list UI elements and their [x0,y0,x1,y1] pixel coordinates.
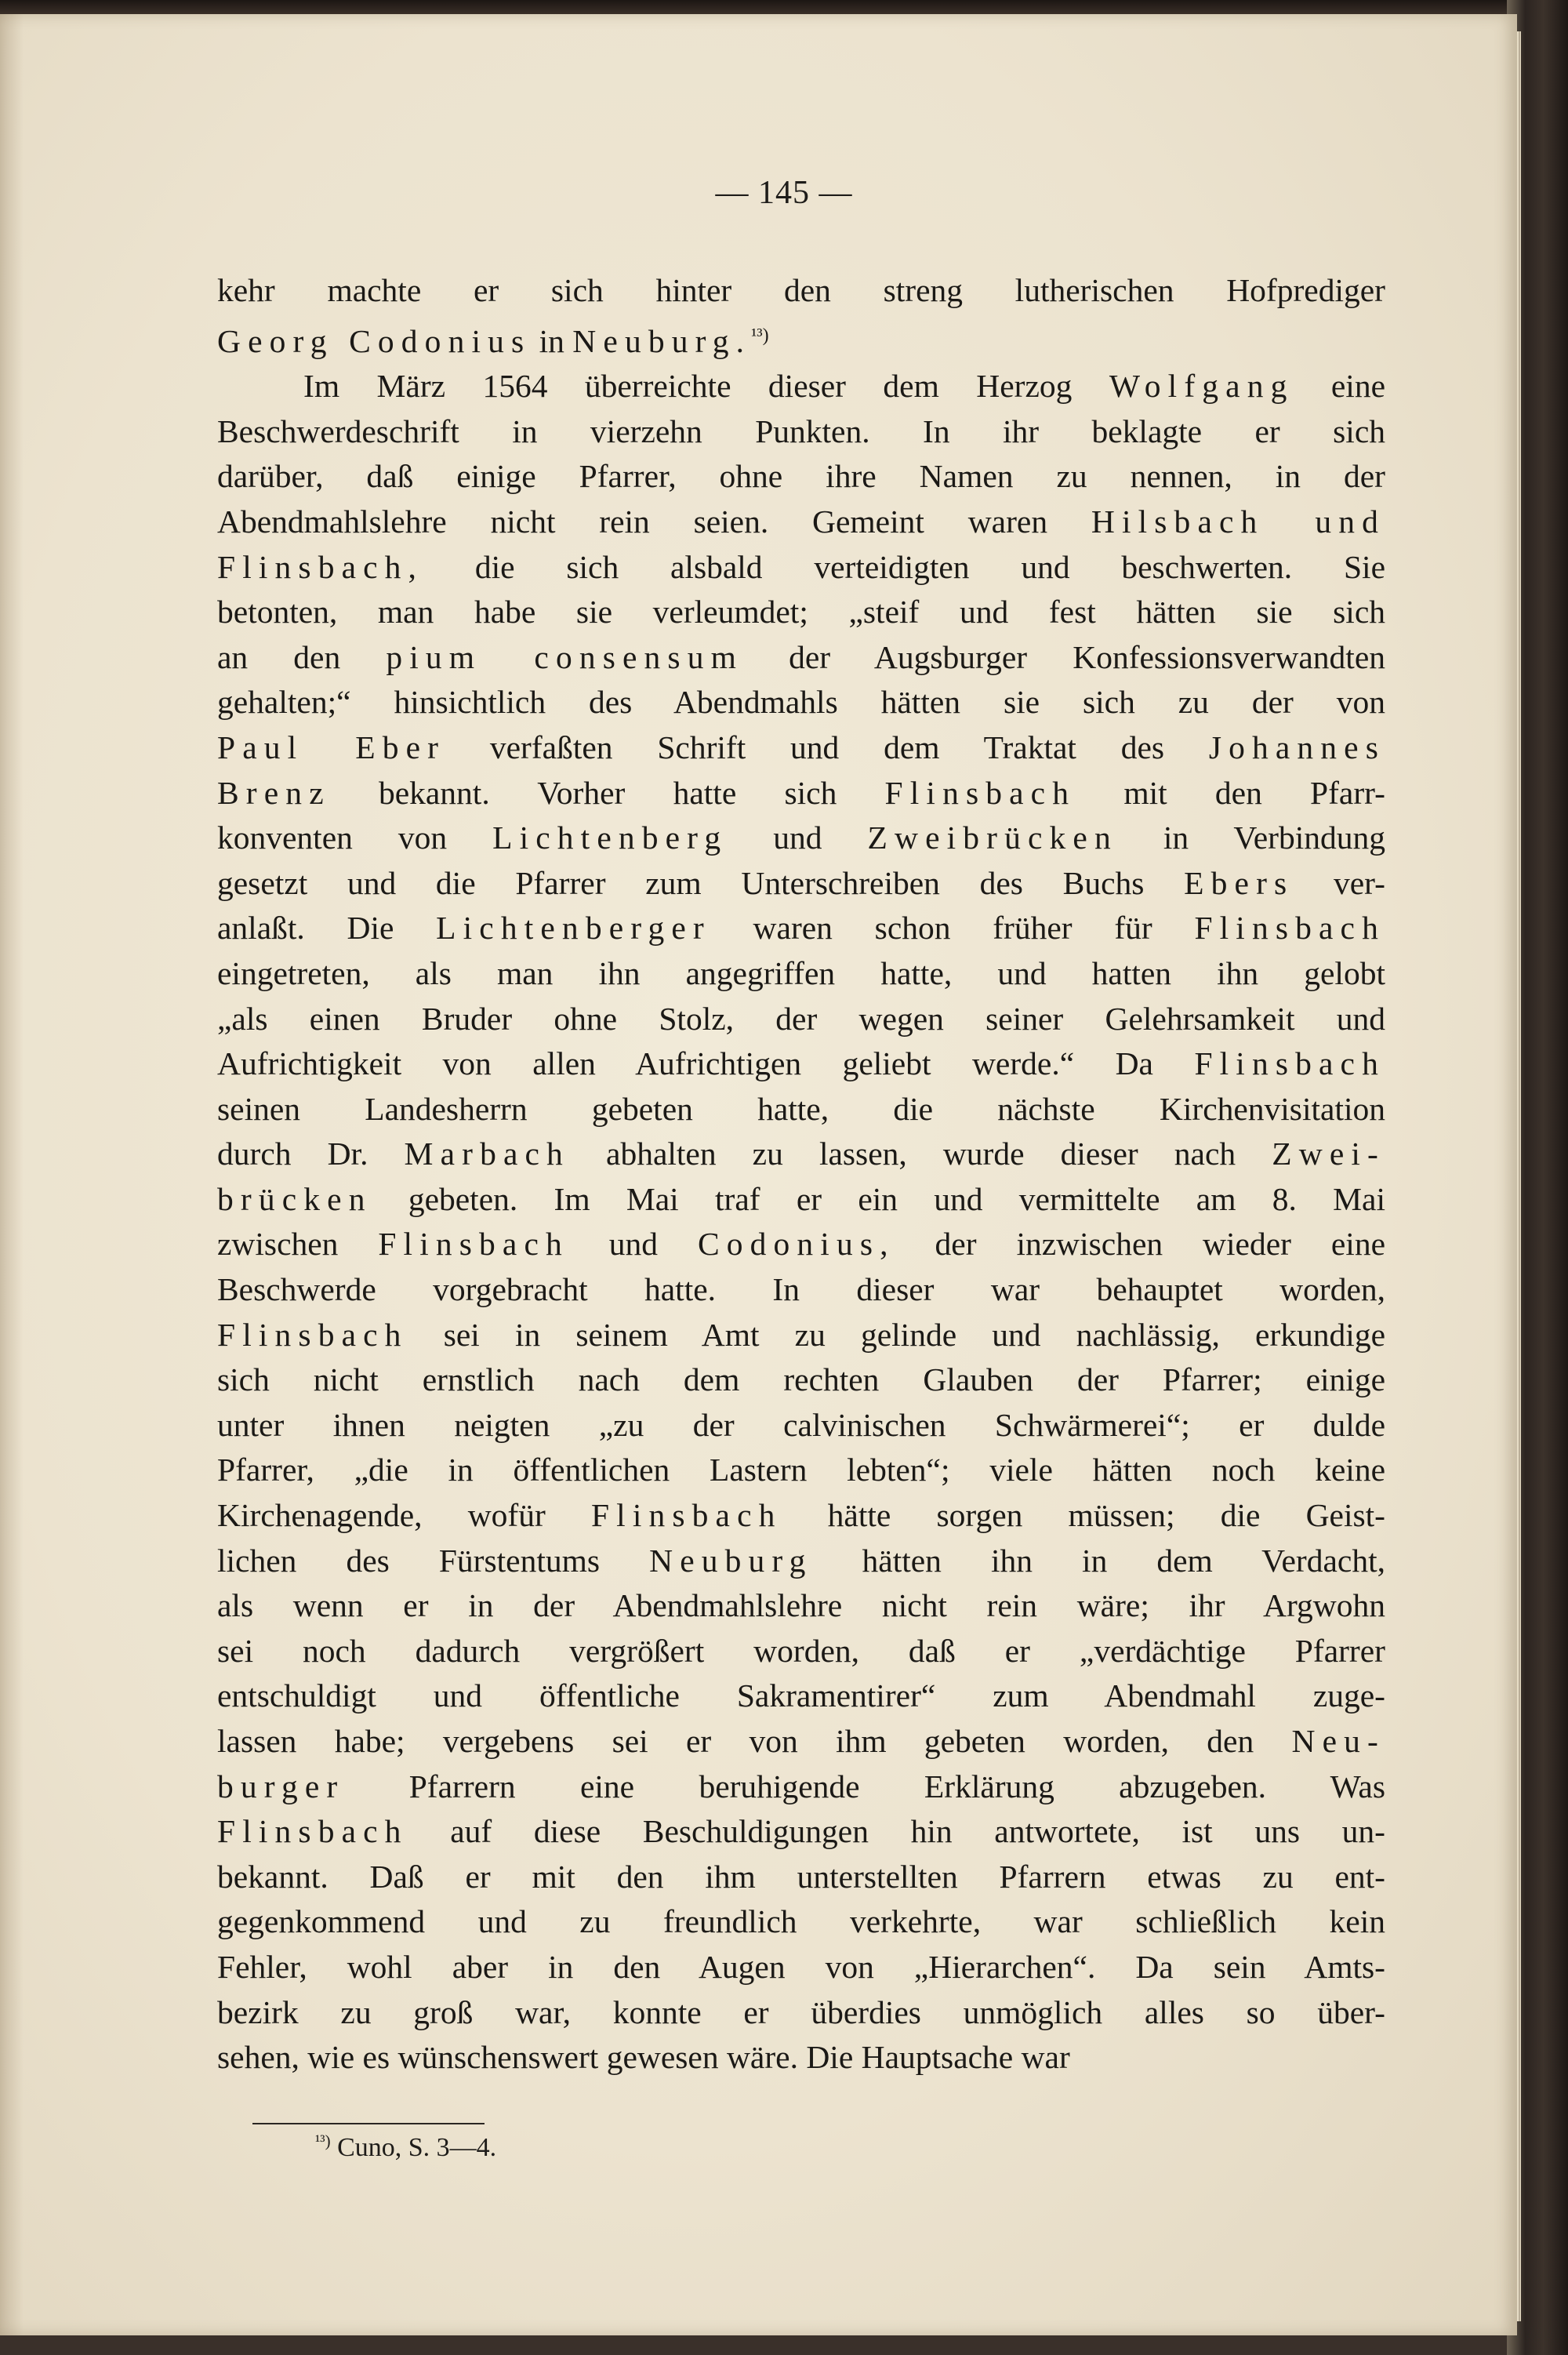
text-segment: hätte sorgen müssen; die Geist- [782,1497,1385,1534]
text-line [217,1539,1385,1584]
spaced-name: Codonius, [697,1226,895,1263]
text-segment: sei in seinem Amt zu gelinde und nachlässig, erkundige [408,1316,1385,1353]
text-segment: der inzwischen wieder eine [895,1226,1385,1263]
text-segment: kehr machte er sich hinter den streng lutherischen Hofprediger [217,272,1385,308]
text-line [217,1809,1385,1855]
text-segment: gehalten;“ hinsichtlich des Abendmahls hätten sie sich zu der von [217,684,1385,721]
text-line [217,1945,1385,1990]
text-line [217,1719,1385,1764]
spaced-name: Lichtenberger [436,910,711,947]
text-segment: Abendmahlslehre nicht rein seien. Gemeint waren [217,503,1091,540]
text-segment: lichen des Fürstentums [217,1542,650,1579]
text-line [217,680,1385,725]
text-line [217,364,1385,409]
spaced-name: pium consensum [386,638,743,675]
text-segment: bekannt. Daß er mit den ihm unterstellten Pfarrern etwas zu ent- [217,1858,1385,1895]
footnote-rule [252,2123,485,2124]
text-segment: abhalten zu lassen, wurde dieser nach [569,1136,1272,1172]
spaced-name: Neu- [1291,1723,1385,1759]
text-line [217,590,1385,635]
text-segment: waren schon früher für [710,910,1195,947]
text-segment: Aufrichtigkeit von allen Aufrichtigen geliebt werde.“ Da [217,1045,1195,1082]
text-segment: gebeten. Im Mai traf er ein und vermittelte am 8. Mai [372,1180,1385,1217]
spaced-name: Wolfgang [1109,368,1294,405]
text-line [217,1177,1385,1223]
text-segment: ver- [1294,864,1385,901]
text-line [217,500,1385,545]
text-segment: „als einen Bruder ohne Stolz, der wegen seiner Gelehrsamkeit und [217,1000,1385,1037]
text-segment: verfaßten Schrift und dem Traktat des [445,729,1209,765]
text-segment: Fehler, wohl aber in den Augen von „Hierarchen“. Da sein Amts- [217,1948,1385,1985]
text-line [217,1448,1385,1493]
text-segment: Kirchenagende, wofür [217,1497,591,1534]
text-segment: als wenn er in der Abendmahlslehre nicht rein wäre; ihr Argwohn [217,1587,1385,1624]
spaced-name: Neuburg. [572,322,752,359]
text-line [217,725,1385,771]
spaced-name: Neuburg [649,1542,813,1579]
text-segment: Im März 1564 überreichte dieser dem Herzog [303,368,1109,405]
text-segment: und [568,1226,698,1263]
text-line [217,1764,1385,1810]
text-segment: die sich alsbald verteidigten und beschwerten. Sie [423,548,1385,585]
text-line [217,1357,1385,1403]
text-line [217,454,1385,500]
spaced-name: Zweibrücken [867,820,1118,856]
text-line [217,1087,1385,1132]
spaced-name: Flinsbach [217,1813,408,1850]
text-segment: bekannt. Vorher hatte sich [330,774,885,811]
text-segment: und [728,820,868,856]
spaced-name: Lichtenberg [492,820,728,856]
text-line [217,816,1385,861]
text-line [217,2035,1385,2081]
spaced-name: Flinsbach [1194,910,1385,947]
text-segment: bezirk zu groß war, konnte er überdies unmöglich alles so über- [217,1993,1385,2030]
text-line [217,951,1385,997]
text-line [217,1990,1385,2036]
text-segment: anlaßt. Die [217,910,437,947]
footnote-reference: ¹³) [751,325,769,346]
text-line [217,1629,1385,1674]
text-line [217,1267,1385,1313]
text-line [217,409,1385,455]
spaced-name: Flinsbach [217,1316,408,1353]
text-segment: sich nicht ernstlich nach dem rechten Glauben der Pfarrer; einige [217,1361,1385,1398]
text-line [217,1583,1385,1629]
spaced-name: burger [217,1768,345,1804]
text-line [217,997,1385,1042]
text-segment: entschuldigt und öffentliche Sakramentirer“ zum Abendmahl zuge- [217,1677,1385,1714]
footnote [315,2131,496,2163]
text-segment: Pfarrer, „die in öffentlichen Lastern lebten“; viele hätten noch keine [217,1452,1385,1488]
text-segment: gesetzt und die Pfarrer zum Unterschreiben des Buchs [217,864,1185,901]
spaced-name: Paul Eber [217,729,446,765]
text-line [217,771,1385,816]
spaced-name: Flinsbach [884,774,1076,811]
text-segment: an den [217,638,387,675]
text-segment: mit den Pfarr- [1076,774,1385,811]
text-line [217,1222,1385,1267]
text-segment: eingetreten, als man ihn angegriffen hatte, und hatten ihn gelobt [217,954,1385,991]
text-segment: lassen habe; vergebens sei er von ihm gebeten worden, den [217,1723,1292,1759]
text-segment: Pfarrern eine beruhigende Erklärung abzugeben. Was [344,1768,1385,1804]
text-line [217,268,1385,314]
text-line [217,545,1385,591]
text-segment: sei noch dadurch vergrößert worden, daß er „verdächtige Pfarrer [217,1632,1385,1669]
spaced-name: Hilsbach und [1091,503,1385,540]
text-line [217,1855,1385,1900]
spaced-name: Flinsbach [378,1226,569,1263]
text-segment: gegenkommend und zu freundlich verkehrte, war schließlich kein [217,1903,1385,1940]
text-segment: betonten, man habe sie verleumdet; „steif und fest hätten sie sich [217,594,1385,631]
text-line [217,1132,1385,1177]
text-line [217,1313,1385,1358]
spaced-name: Marbach [404,1136,570,1172]
text-line [217,635,1385,681]
footnote-marker: ¹³) [315,2131,331,2150]
text-line [217,1674,1385,1719]
text-line [217,861,1385,907]
text-line [217,1493,1385,1539]
text-line [217,1899,1385,1945]
spaced-name: Zwei- [1272,1136,1385,1172]
text-segment: unter ihnen neigten „zu der calvinischen Schwärmerei“; er dulde [217,1406,1385,1443]
spaced-name: brücken [217,1180,372,1217]
spaced-name: Brenz [217,774,331,811]
spaced-name: Flinsbach, [217,548,424,585]
text-segment: hätten ihn in dem Verdacht, [812,1542,1385,1579]
text-segment: zwischen [217,1226,379,1263]
text-segment: darüber, daß einige Pfarrer, ohne ihre Namen zu nennen, in der [217,458,1385,495]
text-segment: Beschwerdeschrift in vierzehn Punkten. In ihr beklagte er sich [217,412,1385,449]
text-segment: Beschwerde vorgebracht hatte. In dieser war behauptet worden, [217,1271,1385,1308]
spaced-name: Flinsbach [590,1497,782,1534]
gutter-shadow [0,14,24,2335]
text-line [217,906,1385,951]
spaced-name: Ebers [1184,864,1294,901]
page-number: — 145 — [715,175,853,211]
text-segment: auf diese Beschuldigungen hin antwortete, ist uns un- [408,1813,1385,1850]
footnote-text: Cuno, S. 3—4. [330,2133,497,2162]
spaced-name: Georg Codonius [217,322,532,359]
text-segment: in Verbindung [1117,820,1386,856]
text-segment: sehen, wie es wünschenswert gewesen wäre. Die Hauptsache war [217,2039,1070,2076]
spaced-name: Flinsbach [1194,1045,1385,1082]
text-line [217,314,1385,365]
spaced-name: Johannes [1208,729,1385,765]
text-segment: eine [1294,368,1385,405]
text-segment: durch Dr. [217,1136,405,1172]
text-segment: der Augsburger Konfessionsverwandten [743,638,1385,675]
text-line [217,1403,1385,1448]
text-segment: seinen Landesherrn gebeten hatte, die nächste Kirchenvisitation [217,1090,1385,1127]
text-segment: in [531,322,573,359]
body-text [217,268,1385,2081]
text-line [217,1041,1385,1087]
text-segment: konventen von [217,820,493,856]
